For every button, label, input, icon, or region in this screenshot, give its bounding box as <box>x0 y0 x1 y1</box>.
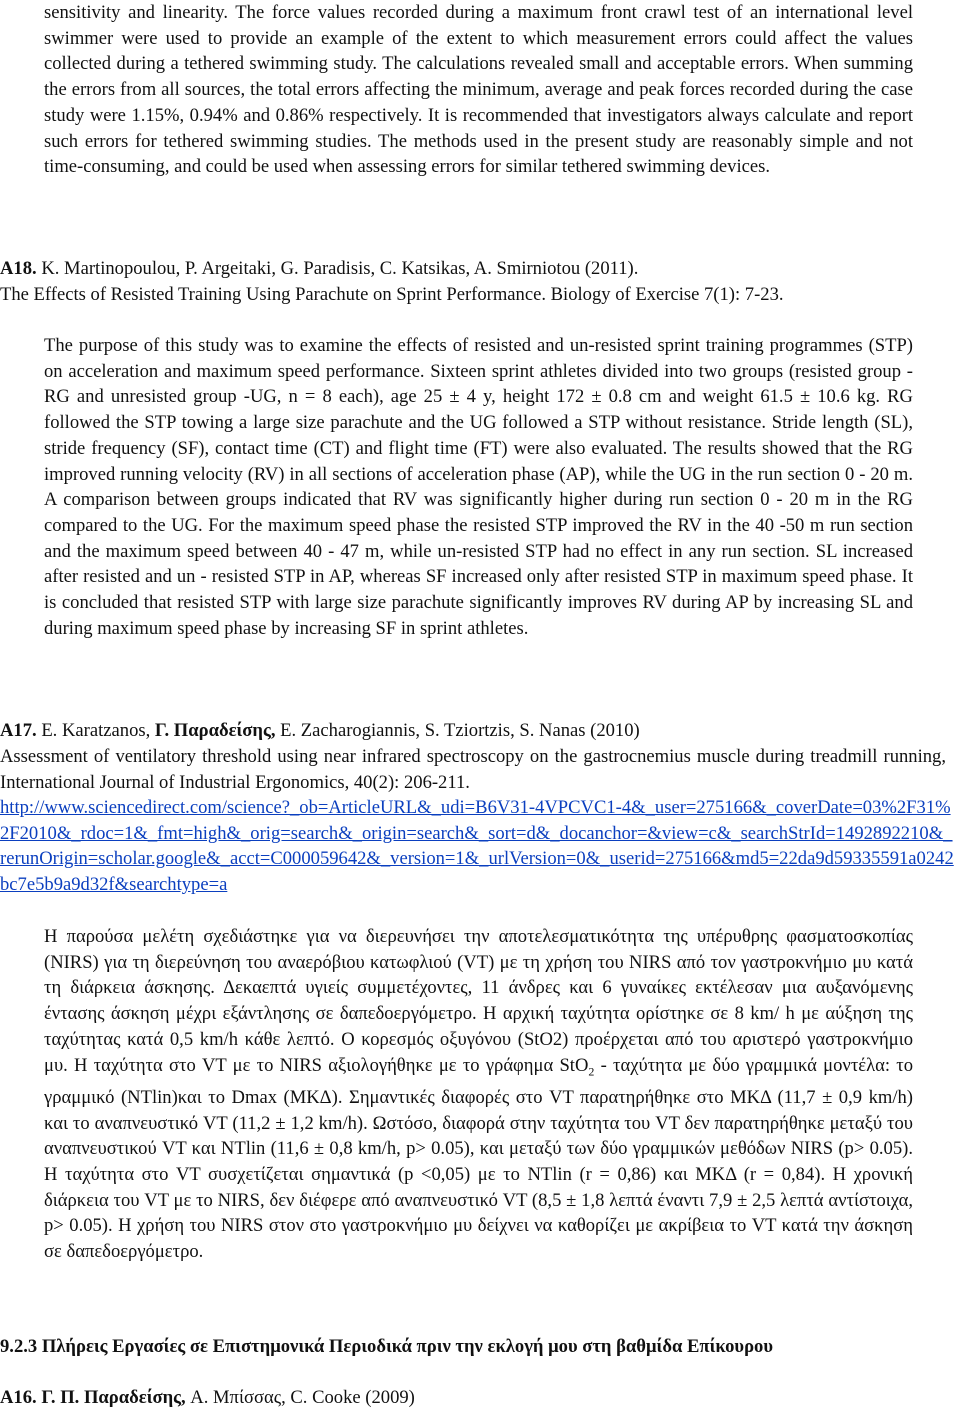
a18-abstract: The purpose of this study was to examine the effects of resisted and un-resisted sprint training programmes (STP) on acceleration and maximum speed performance. Sixteen sprint athletes divided into two groups (resisted group -RG and unresisted group -UG, n = 8 each), age 25 ± 4 y, height 172 ± 0.8 cm and weight 61.5 ± 10.6 kg. RG followed the STP towing a large size parachute and the UG followed a STP without resistance. Stride length (SL), stride frequency (SF), contact time (CT) and flight time (FT) were also evaluated. The results showed that the RG improved running velocity (RV) in all sections of acceleration phase (AP), while the UG in the run section 0 - 20 m. A comparison between groups indicated that RV was significantly higher during run section 0 - 20 m in the RG compared to the UG. For the maximum speed phase the resisted STP improved the RV in the 40 -50 m run section and the maximum speed between 40 - 47 m, while un-resisted STP had no effect in any run section. SL increased after resisted and un - resisted STP in AP, whereas SF increased only after resisted STP in maximum speed phase. It is concluded that resisted STP with large size parachute significantly improves RV during AP by increasing SL and during maximum speed phase by increasing SF in sprint athletes. <box>44 335 913 639</box>
a18-authors: K. Martinopoulou, P. Argeitaki, G. Paradisis, C. Katsikas, A. Smirniotou (2011). <box>36 258 639 279</box>
a17-url-link[interactable]: http://www.sciencedirect.com/science?_ob=ArticleURL&_udi=B6V31-4VPCVC1-4&_user=275166&_coverDate=03%2F31%2F2010&_rdoc=1&_fmt=high&_orig=search&_origin=search&_sort=d&_docanchor=&view=c&_searchStrId=1492892210&_rerunOrigin=scholar.google&_acct=C000059642&_version=1&_urlVersion=0&_userid=275166&md5=22da9d59335591a0242bc7e5b9a9d32f&searchtype=a <box>0 797 954 896</box>
a17-authors-rest: E. Zacharogiannis, S. Tziortzis, S. Nanas (2010) <box>275 720 640 741</box>
a17-abstract-part-1: Η παρούσα μελέτη σχεδιάστηκε για να διερευνήσει την αποτελεσματικότητα της υπέρυθρης φασματοσκοπίας (NIRS) για τη διερεύνηση του αναερόβιου κατωφλιού (VT) με τη χρήση του NIRS από τον γαστροκνήμιο μυ κατά τη διάρκεια άσκησης. Δεκαεπτά υγιείς συμμετέχοντες, 11 άνδρες και 6 γυναίκες εκτέλεσαν μια αυξανόμενης έντασης άσκηση μέχρι εξάντλησης σε δαπεδοεργόμετρο. Η αρχική ταχύτητα ορίστηκε σε 8 km/ h με αύξηση της ταχύτητας κατά 0,5 km/h κάθε λεπτό. Ο κορεσμός οξυγόνου (StO2) προέρχεται από του αριστερό γαστροκνήμιο μυ. Η ταχύτητα στο VT με το NIRS αξιολογήθηκε με το γράφημα StO <box>44 926 913 1076</box>
a18-title: The Effects of Resisted Training Using Parachute on Sprint Performance. Biology of Exercise 7(1): 7-23. <box>0 284 784 305</box>
a17-author-highlight: Γ. Παραδείσης, <box>154 720 276 741</box>
tethered-swimming-abstract: sensitivity and linearity. The force values recorded during a maximum front crawl test of an international level swimmer were used to provide an example of the extent to which measurement errors could affect the values collected during a tethered swimming study. The calculations revealed small and acceptable errors. When summing the errors from all sources, the total errors affecting the minimum, average and peak forces recorded during the case study were 1.15%, 0.94% and 0.86% respectively. It is recommended that investigators always calculate and report such errors for tethered swimming studies. The methods used in the present study are reasonably simple and not time-consuming, and could be used when assessing errors for similar tethered swimming devices. <box>44 2 913 178</box>
a17-author-1: E. Karatzanos, <box>36 720 155 741</box>
a16-author-highlight: Γ. Π. Παραδείσης, <box>36 1387 186 1408</box>
a17-abstract-part-2: - ταχύτητα με δύο γραμμικά μοντέλα: το γραμμικό (NTlin)και το Dmax (ΜΚΔ). Σημαντικές διαφορές στο VT παρατηρήθηκε στο ΜΚΔ (11,7 ± 0,9 km/h) και το αναπνευστικό VT (11,2 ± 1,2 km/h). Ωστόσο, διαφορά στην ταχύτητα του VT δεν παρατηρήθηκε μεταξύ του αναπνευστικού VT και NTlin (11,6 ± 0,8 km/h, p> 0.05), και μεταξύ των δύο γραμμικών μεθόδων NIRS (p> 0.05). Η ταχύτητα στο VT συσχετίζεται σημαντικά (p <0,05) με το NTlin (r = 0,86) και ΜΚΔ (r = 0,84). Η χρονική διάρκεια του VT με το NIRS, δεν διέφερε από αναπνευστικό VT (8,5 ± 1,8 λεπτά έναντι 7,9 ± 2,5 λεπτά αντίστοιχα, p> 0.05). Η χρήση του NIRS στον στο γαστροκνήμιο μυ δείχνει να καθορίζει με ακρίβεια το VT κατά την άσκηση σε δαπεδοεργόμετρο. <box>44 1054 914 1263</box>
a17-abstract-subscript: 2 <box>588 1064 595 1079</box>
a17-citation-header <box>0 718 954 744</box>
a16-label: A16. <box>0 1387 37 1408</box>
a16-authors-rest: A. Μπίσσας, C. Cooke (2009) <box>185 1387 415 1408</box>
a18-citation-header <box>0 256 954 282</box>
a17-title: Assessment of ventilatory threshold using near infrared spectroscopy on the gastrocnemius muscle during treadmill running, International Journal of Industrial Ergonomics, 40(2): 206-211. <box>0 746 946 793</box>
a17-label: A17. <box>0 720 37 741</box>
section-heading: 9.2.3 Πλήρεις Εργασίες σε Επιστημονικά Περιοδικά πριν την εκλογή μου στη βαθμίδα Επίκουρου <box>0 1336 773 1357</box>
a16-citation-header <box>0 1385 954 1411</box>
a18-label: A18. <box>0 258 37 279</box>
a17-abstract <box>44 924 913 1265</box>
